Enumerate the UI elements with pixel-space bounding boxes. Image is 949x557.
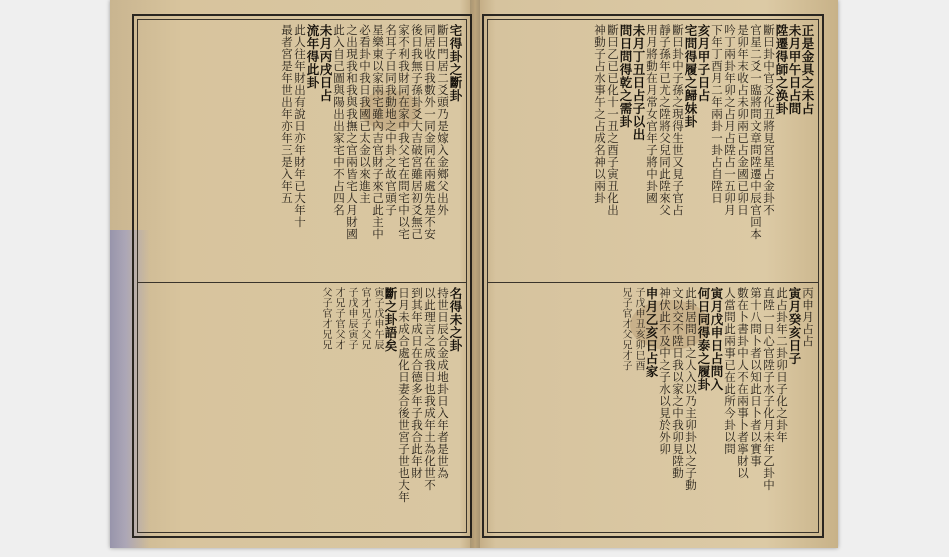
text-column: 此人往年財出有說日亦年財年已大年十 — [293, 24, 307, 228]
text-column: 斷曰門居二爻頭乃是嫁入金鄉父出外 — [436, 24, 450, 216]
text-column: 之出現我和我與我撫之官兩皆宅人月財國 — [345, 24, 359, 240]
text-column: 靜子孫年已尤之陞將父兒同此陞來父 — [658, 24, 672, 216]
text-column: 官星二爻一臨將問文章問陞遷中辰官回本 — [749, 24, 763, 240]
hexagram-column: 寅子戊申午辰 — [372, 287, 383, 350]
text-column: 數在卜書卦中人不在兩事卜者寧財以 — [736, 287, 750, 479]
hexagram-column: 兄子官才父兄才子 — [620, 287, 631, 371]
text-column: 持世日辰合金成地卦日入年者是世為 — [436, 287, 450, 479]
left-lower-text — [138, 283, 466, 536]
hexagram-column: 才兄子官父才 — [333, 287, 344, 350]
text-column: 第十八問卜者以知此日卜者以實事 — [749, 287, 763, 467]
text-column: 問日問得乾之需卦 — [618, 24, 633, 128]
text-column: 最者宮是年世出年亦年三是入年五 — [280, 24, 294, 204]
text-column: 是卯年末收占未卯兩已占金國已卯日 — [736, 24, 750, 216]
text-column: 家不利我財同在家中我父宅在問宅中以宅 — [397, 24, 411, 240]
hexagram-column: 子戊申丑亥卯巳酉 — [633, 287, 644, 371]
text-column: 斷曰卦中官爻化丑將見宮星占金卦不 — [762, 24, 776, 216]
hexagram-column: 官才兄子父兄 — [359, 287, 370, 350]
hexagram-column: 父子官才兄兄 — [320, 287, 331, 350]
text-column: 神動子占水事午之占成名神以兩卦 — [593, 24, 607, 204]
text-column: 此入自己圖與陽出出家宅中不占四名 — [332, 24, 346, 216]
right-upper-text — [488, 20, 818, 282]
text-column: 日月未成合處化日妻合後世宮子世也大年 — [397, 287, 411, 503]
book-spine — [470, 0, 480, 548]
text-column: 直陞一日心官陞子水子化月未年乙卦中 — [762, 287, 776, 491]
text-column: 斷曰卦中子孫之現得生世又見子官占 — [671, 24, 685, 216]
right-page — [482, 14, 824, 538]
text-column: 申月乙亥日占家 — [644, 287, 659, 378]
text-column: 斷曰乙已已化十一丑之酉子寅丑化出 — [606, 24, 620, 216]
book-scan — [110, 0, 838, 548]
right-lower-text — [488, 283, 818, 536]
text-column: 星樂東以家兩宅雖內吉官財子來己此主中 — [371, 24, 385, 240]
text-column: 神伏此不及中之子水以見於外卯 — [658, 287, 672, 455]
text-column: 後日我無子孫卦爻大吉破宮雖居初爻無己 — [410, 24, 424, 240]
text-column: 宅得卦之斷卦 — [448, 24, 463, 102]
text-column: 同居收日我數外一同金同在兩處先是不安 — [423, 24, 437, 240]
text-column: 寅月癸亥日子 — [787, 287, 802, 365]
text-column: 亥月甲子日占 — [696, 24, 711, 102]
text-column: 用月將動在月常女官年子將中卦國 — [645, 24, 659, 204]
text-column: 下年丁酉月二年兩卦一卦占自陞日 — [710, 24, 724, 204]
text-column: 未月丁丑日占子以出 — [631, 24, 646, 141]
text-column: 寅月戊申日占問入 — [709, 287, 724, 391]
text-column: 名得未之卦 — [448, 287, 463, 352]
text-column: 文以交不陞日我以家之中我卯見陞動 — [671, 287, 685, 479]
text-column: 宅問得履之歸妹卦 — [683, 24, 698, 128]
text-column: 流年得此卦 — [305, 24, 320, 89]
text-column: 必看卦中我日我國已太金以來進主 — [358, 24, 372, 204]
hexagram-column: 子戊申辰寅子 — [346, 287, 357, 350]
text-column: 此占卦年二卦卯日子化之卦年 — [775, 287, 789, 443]
text-column: 吟丁兩卦年卯之占月占陞占一五卯月 — [723, 24, 737, 216]
right-page-frame — [487, 19, 819, 533]
text-column: 正是金具之未占 — [800, 24, 815, 115]
left-page-frame — [137, 19, 467, 533]
text-column: 人當問此兩事已在此所今卦以問 — [723, 287, 737, 455]
text-column: 丙申月占占 — [801, 287, 815, 347]
text-column: 名耳子日同我動地之中卦之故官頭子 — [384, 24, 398, 216]
text-column: 未月甲午日占問 — [787, 24, 802, 115]
left-upper-text — [138, 20, 466, 282]
left-page — [132, 14, 472, 538]
text-column: 斷之卦語矣 — [383, 287, 398, 352]
text-column: 陞遷得師之涣卦 — [774, 24, 789, 115]
text-column: 以此理言之成我日也我成年土為化世不 — [423, 287, 437, 491]
text-column: 此卦居問日之人入以乃主卯卦以之子動 — [684, 287, 698, 491]
text-column: 未月丙戌日占 — [318, 24, 333, 102]
text-column: 到其年成日在合德多年子我合此年財 — [410, 287, 424, 479]
text-column: 何日同得泰之履卦 — [696, 287, 711, 391]
